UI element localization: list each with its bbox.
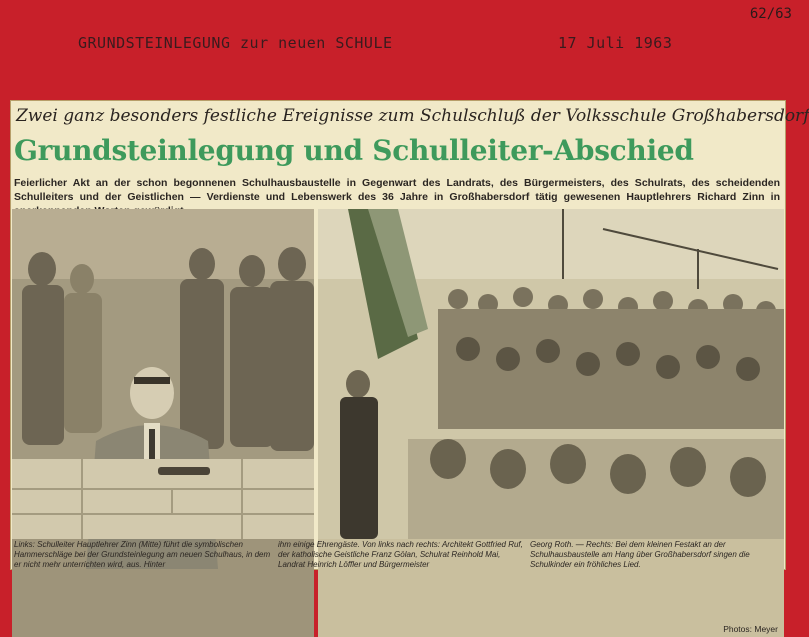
caption-column-2: ihm einige Ehrengäste. Von links nach rechts: Architekt Gottfried Ruf, der katholische Geistliche Franz Gölan, Schulrat Reinhold Mai, Landrat Heinrich Löffler und Bürgermeister [278, 540, 523, 569]
photo-crowd-drawing [318, 209, 784, 539]
photo-ceremony [12, 209, 314, 637]
newspaper-clipping [10, 100, 809, 634]
header-date: 17 Juli 1963 [558, 34, 673, 52]
photo-crowd [318, 209, 784, 637]
headline: Grundsteinlegung und Schulleiter-Abschied [14, 134, 694, 167]
photo-credit: Photos: Meyer [723, 624, 778, 634]
photo-captions [14, 540, 782, 570]
page-number: 62/63 [749, 6, 792, 22]
caption-column-3: Georg Roth. — Rechts: Bei dem kleinen Festakt an der Schulhausbaustelle am Hang über Großhabersdorf singen die Schulkinder ein fröhliches Lied. [530, 540, 750, 569]
caption-column-1: Links: Schulleiter Hauptlehrer Zinn (Mitte) führt die symbolischen Hammerschläge bei der Grundsteinlegung am neuen Schulhaus, in dem er nicht mehr unterrichten wird, aus. Hinter [14, 540, 271, 569]
deck-text: Feierlicher Akt an der schon begonnenen Schulhausbaustelle in Gegenwart des Landrats, des Bürgermeisters, des Schulrats, des scheidenden Schulleiters und der Geistlichen — Verdienste und Lebenswerk des 36 Jahre in Großhabersdorf tätig gewesenen Hauptlehrers Richard Zinn in [14, 177, 780, 203]
header-title: GRUNDSTEINLEGUNG zur neuen SCHULE [78, 34, 393, 52]
handwritten-header [78, 34, 678, 52]
photo-ceremony-drawing [12, 209, 314, 539]
kicker-line: Zwei ganz besonders festliche Ereignisse zum Schulschluß der Volksschule Großhabersdorf [16, 106, 809, 126]
